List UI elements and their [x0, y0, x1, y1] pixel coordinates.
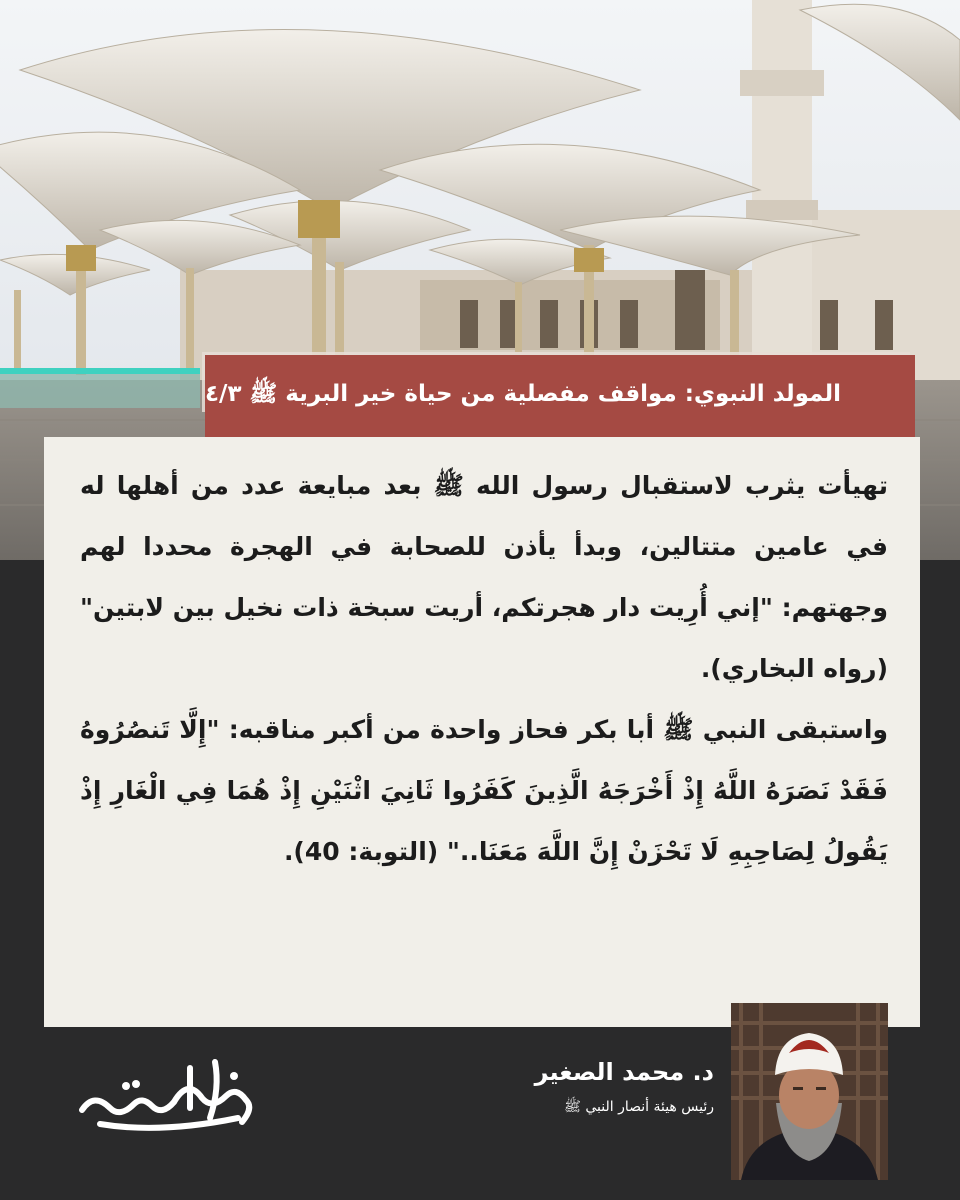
article-paragraph-2: واستبقى النبي ﷺ أبا بكر فحاز واحدة من أكبر مناقبه: "إِلَّا تَنصُرُوهُ فَقَدْ نَصَرَهُ اللَّهُ إِذْ أَخْرَجَهُ الَّذِينَ كَفَرُوا ثَانِيَ اثْنَيْنِ إِذْ هُمَا فِي الْغَارِ إِذْ يَقُولُ لِصَاحِبِهِ لَا تَحْزَنْ إِنَّ اللَّهَ مَعَنَا.." (التوبة: 40).: [80, 715, 888, 866]
article-card: [44, 437, 920, 1027]
signature-graphic: [70, 1048, 260, 1143]
portrait-illustration: [731, 1003, 888, 1180]
author-portrait-photo: [731, 1003, 888, 1180]
title-banner: [205, 355, 915, 437]
page-title: المولد النبوي: مواقف مفصلية من حياة خير البرية ﷺ ٤/٣: [205, 381, 841, 407]
author-role: رئيس هيئة أنصار النبي ﷺ: [563, 1099, 714, 1115]
author-name: د. محمد الصغير: [534, 1058, 714, 1086]
handwritten-signature-icon: [70, 1048, 260, 1143]
article-paragraph-1: تهيأت يثرب لاستقبال رسول الله ﷺ بعد مبايعة عدد من أهلها له في عامين متتالين، وبدأ يأذن للصحابة في الهجرة محددا لهم وجهتهم: "إني أُرِيت دار هجرتكم، أريت سبخة ذات نخيل بين لابتين" (رواه البخاري).: [80, 471, 888, 683]
